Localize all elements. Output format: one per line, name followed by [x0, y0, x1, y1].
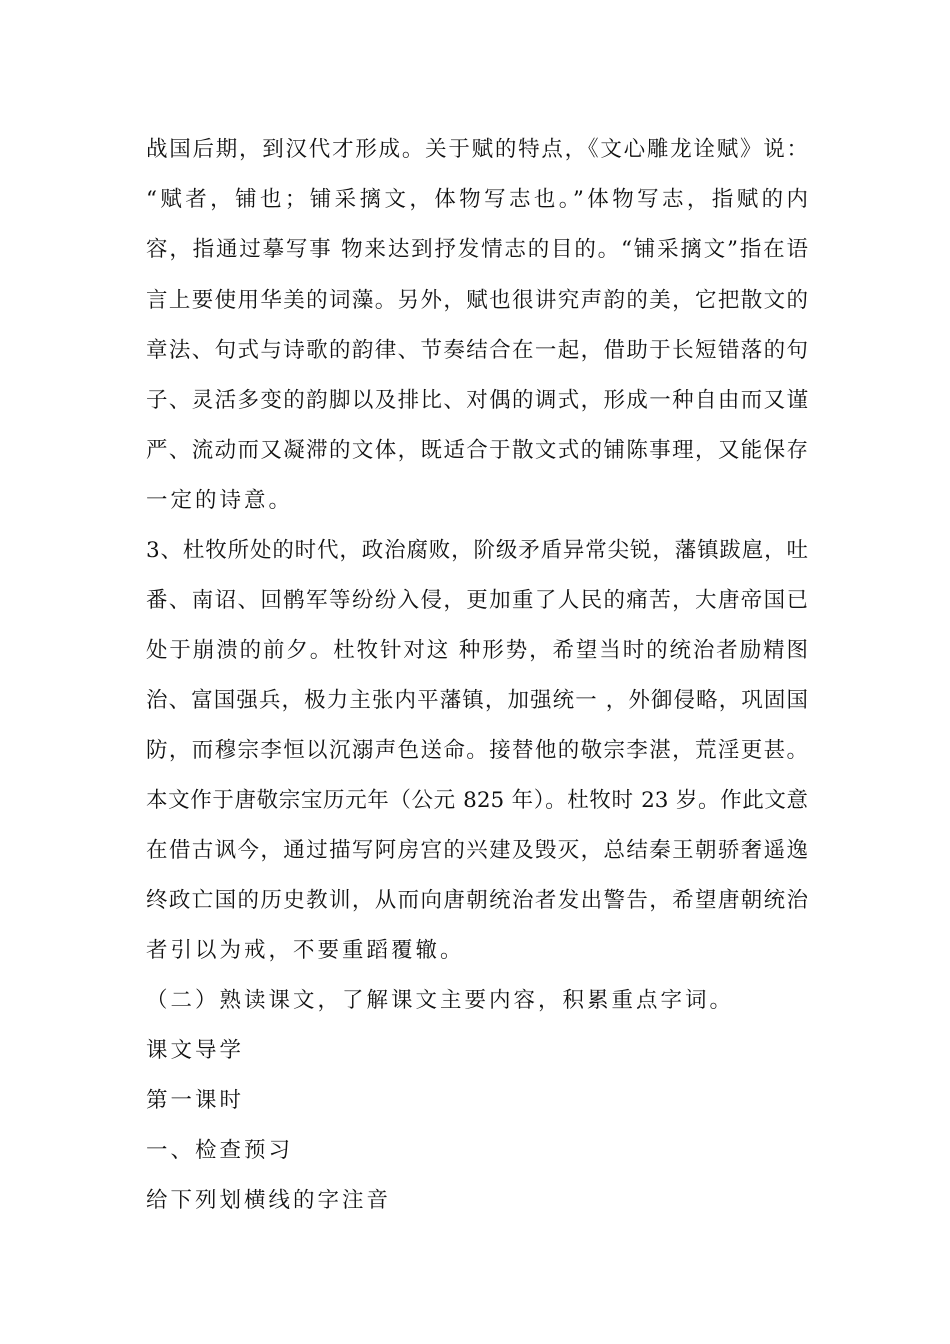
text-line: 3、杜牧所处的时代，政治腐败，阶级矛盾异常尖锐，藩镇跋扈，吐 [146, 538, 808, 563]
section-heading: 一、检查预习 [146, 1138, 294, 1163]
section-heading: 第一课时 [146, 1088, 245, 1113]
text-line: 本文作于唐敬宗宝历元年（公元 825 年）。杜牧时 23 岁。作此文意 [146, 788, 808, 813]
text-line: 一定的诗意。 [146, 488, 294, 513]
text-line: 者引以为戒，不要重蹈覆辙。 [146, 938, 465, 963]
text-line: 战国后期，到汉代才形成。关于赋的特点，《文心雕龙诠赋》说： [146, 137, 808, 162]
text-line: 终政亡国的历史教训，从而向唐朝统治者发出警告，希望唐朝统治 [146, 888, 808, 913]
text-line: 给下列划横线的字注音 [146, 1188, 392, 1213]
text-line: 番、南诏、回鹘军等纷纷入侵，更加重了人民的痛苦，大唐帝国已 [146, 588, 808, 613]
section-heading: 课文导学 [146, 1038, 245, 1063]
text-line: 章法、句式与诗歌的韵律、节奏结合在一起，借助于长短错落的句 [146, 338, 808, 363]
text-line: 防，而穆宗李恒以沉溺声色送命。接替他的敬宗李湛，荒淫更甚。 [146, 738, 808, 763]
text-line: 处于崩溃的前夕。杜牧针对这 种形势，希望当时的统治者励精图 [146, 638, 808, 663]
text-line: “赋者，铺也；铺采摛文，体物写志也。”体物写志，指赋的内 [146, 187, 808, 212]
text-line: 严、流动而又凝滞的文体，既适合于散文式的铺陈事理，又能保存 [146, 438, 808, 463]
section-heading: （二）熟读课文，了解课文主要内容，积累重点字词。 [146, 988, 735, 1013]
text-line: 治、富国强兵，极力主张内平藩镇，加强统一 ，外御侵略，巩固国 [146, 688, 808, 713]
text-line: 在借古讽今，通过描写阿房宫的兴建及毁灭，总结秦王朝骄奢遥逸 [146, 838, 808, 863]
text-line: 言上要使用华美的词藻。另外，赋也很讲究声韵的美，它把散文的 [146, 288, 808, 313]
text-line: 子、灵活多变的韵脚以及排比、对偶的调式，形成一种自由而又谨 [146, 388, 808, 413]
text-line: 容，指通过摹写事 物来达到抒发情志的目的。“铺采摛文”指在语 [146, 237, 808, 262]
